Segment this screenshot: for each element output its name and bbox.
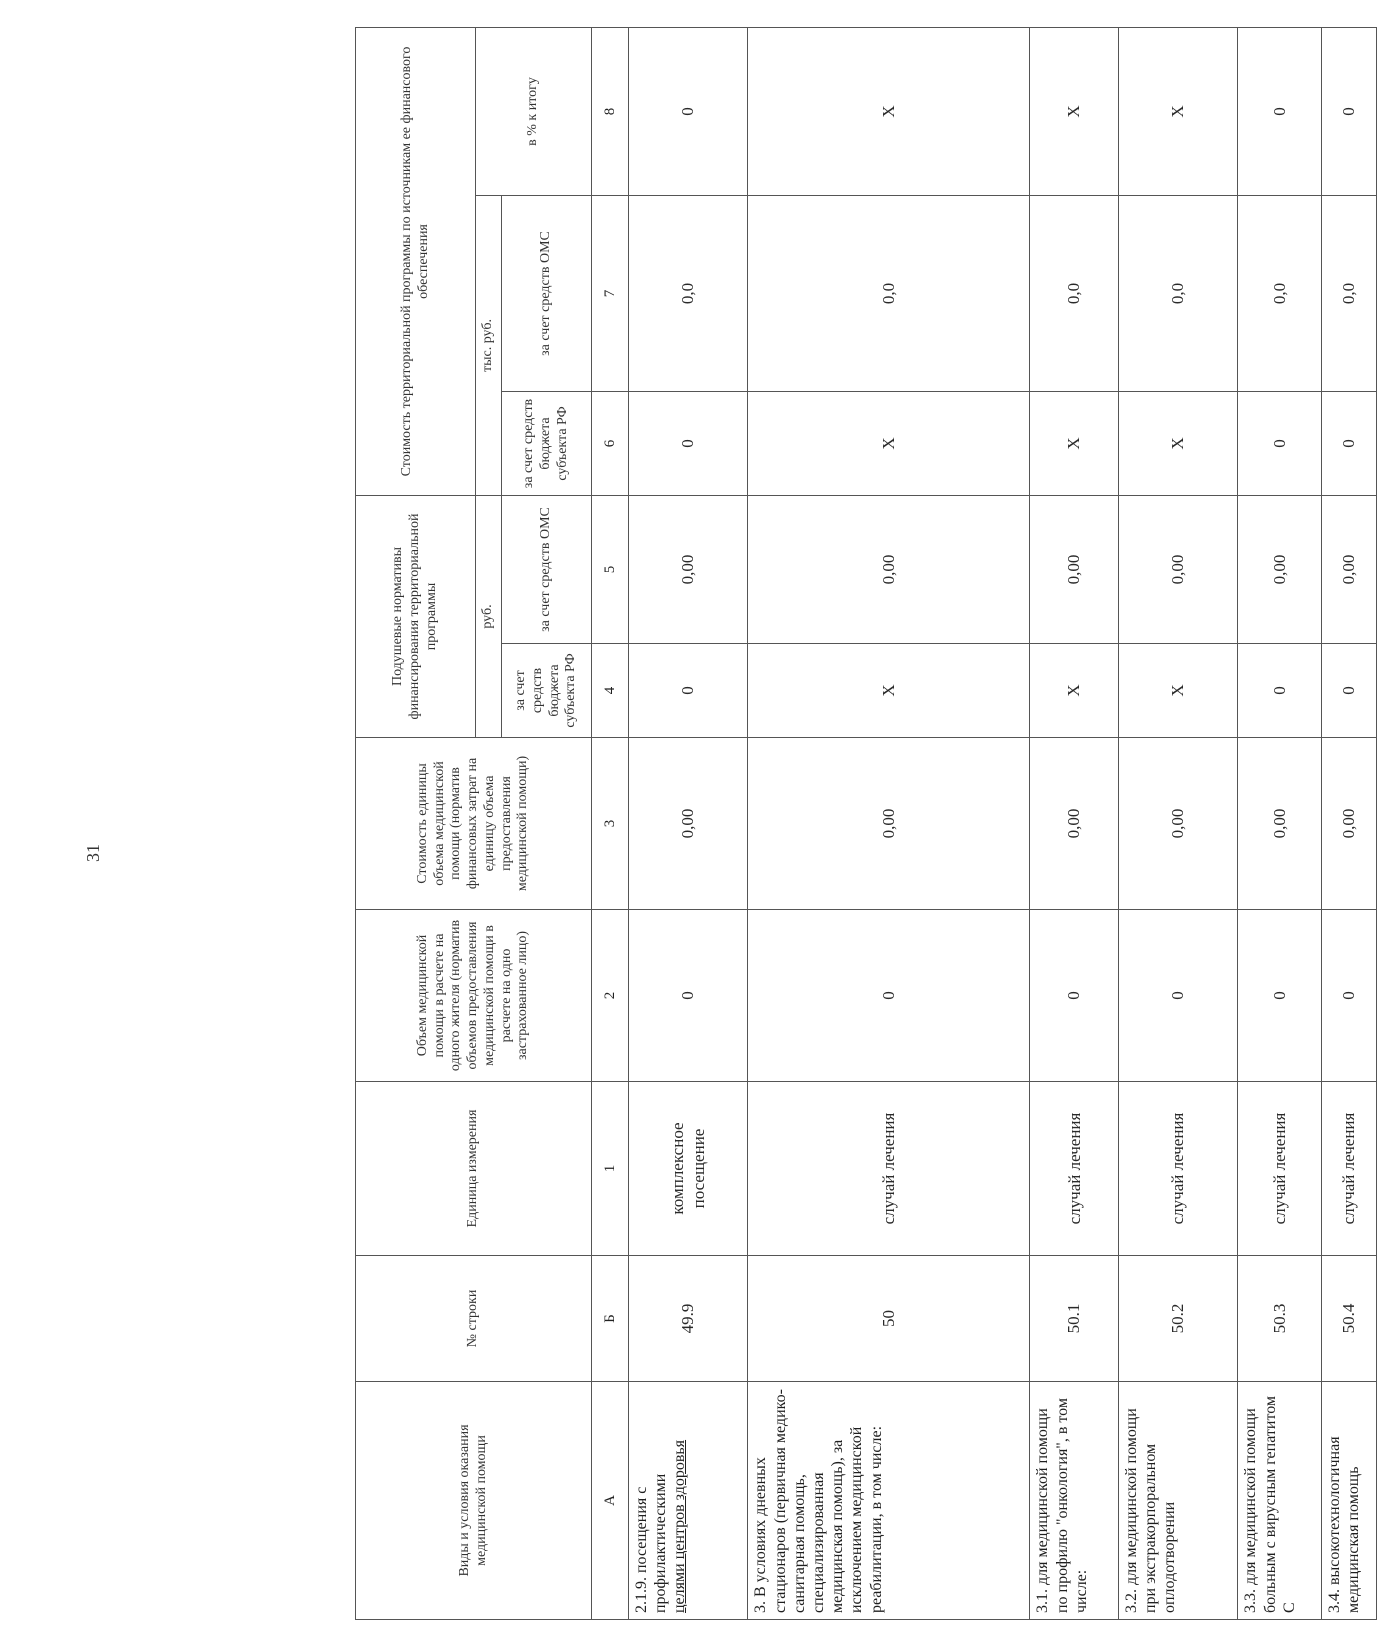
cost-budget-cell: X [748, 392, 1030, 496]
line-number-cell: 50.2 [1118, 1256, 1237, 1382]
column-number: 5 [592, 496, 629, 644]
norm-budget-cell: 0 [1238, 644, 1322, 738]
header-unit: Единица измерения [356, 1082, 592, 1256]
cost-budget-cell: 0 [1238, 392, 1322, 496]
unit-cell: случай лечения [1322, 1082, 1377, 1256]
page-number: 31 [83, 844, 103, 862]
cost-oms-cell: 0,0 [629, 196, 748, 392]
norm-budget-cell: X [1030, 644, 1118, 738]
care-type-cell: 3. В условиях дневных стационаров (первичная медико-санитарная помощь, специализированная медицинская помощь), за исключением медицинской реабилитации, в том числе: [748, 1382, 1030, 1620]
percent-cell: X [1118, 27, 1237, 195]
column-number: Б [592, 1256, 629, 1382]
norm-budget-cell: X [748, 644, 1030, 738]
volume-cell: 0 [748, 910, 1030, 1082]
rotated-table-wrapper [355, 28, 1377, 1620]
unit-cost-cell: 0,00 [1118, 738, 1237, 910]
column-number: 4 [592, 644, 629, 738]
cost-oms-cell: 0,0 [1118, 196, 1237, 392]
line-number-cell: 50.4 [1322, 1256, 1377, 1382]
percent-cell: X [748, 27, 1030, 195]
volume-cell: 0 [629, 910, 748, 1082]
percent-cell: X [1030, 27, 1118, 195]
line-number-cell: 50.3 [1238, 1256, 1322, 1382]
unit-cell: случай лечения [748, 1082, 1030, 1256]
header-norms-currency: руб. [476, 496, 502, 738]
financing-table [355, 27, 1377, 1620]
column-number: 1 [592, 1082, 629, 1256]
column-number: 6 [592, 392, 629, 496]
header-care-type: Виды и условия оказания медицинской помощи [356, 1382, 592, 1620]
line-number-cell: 50.1 [1030, 1256, 1118, 1382]
norm-budget-cell: 0 [1322, 644, 1377, 738]
percent-cell: 0 [1238, 27, 1322, 195]
norm-oms-cell: 0,00 [1118, 496, 1237, 644]
volume-cell: 0 [1118, 910, 1237, 1082]
table-row [748, 27, 1030, 1619]
cost-budget-cell: X [1030, 392, 1118, 496]
care-type-cell: 3.3. для медицинской помощи больным с вирусным гепатитом С [1238, 1382, 1322, 1620]
unit-cell: комплексное посещение [629, 1082, 748, 1256]
header-cost-oms: за счет средств ОМС [502, 196, 592, 392]
header-program-cost: Стоимость территориальной программы по источникам ее финансового обеспечения [356, 27, 476, 495]
volume-cell: 0 [1322, 910, 1377, 1082]
norm-oms-cell: 0,00 [1238, 496, 1322, 644]
norm-oms-cell: 0,00 [629, 496, 748, 644]
care-type-cell [629, 1382, 748, 1620]
header-cost-currency: тыс. руб. [476, 196, 502, 496]
table-row [1322, 27, 1377, 1619]
unit-cost-cell: 0,00 [1322, 738, 1377, 910]
table-row [1030, 27, 1118, 1619]
column-number: А [592, 1382, 629, 1620]
volume-cell: 0 [1238, 910, 1322, 1082]
volume-cell: 0 [1030, 910, 1118, 1082]
header-per-capita-norms: Подушевые нормативы финансирования территориальной программы [356, 496, 476, 738]
percent-cell: 0 [1322, 27, 1377, 195]
header-cost-budget: за счет средств бюджета субъекта РФ [502, 392, 592, 496]
header-norm-oms: за счет средств ОМС [502, 496, 592, 644]
unit-cell: случай лечения [1238, 1082, 1322, 1256]
unit-cost-cell: 0,00 [748, 738, 1030, 910]
norm-oms-cell: 0,00 [1322, 496, 1377, 644]
header-line-number: № строки [356, 1256, 592, 1382]
column-number: 8 [592, 27, 629, 195]
table-row [1238, 27, 1322, 1619]
column-number: 2 [592, 910, 629, 1082]
care-type-text: 2.1.9. посещения с профилактическими [633, 1473, 670, 1613]
unit-cost-cell: 0,00 [629, 738, 748, 910]
column-number: 3 [592, 738, 629, 910]
table-row [1118, 27, 1237, 1619]
header-percent-total: в % к итогу [476, 27, 592, 195]
line-number-cell: 50 [748, 1256, 1030, 1382]
header-norm-budget: за счет средств бюджета субъекта РФ [502, 644, 592, 738]
norm-budget-cell: 0 [629, 644, 748, 738]
column-number: 7 [592, 196, 629, 392]
unit-cost-cell: 0,00 [1238, 738, 1322, 910]
norm-oms-cell: 0,00 [748, 496, 1030, 644]
percent-cell: 0 [629, 27, 748, 195]
cost-budget-cell: X [1118, 392, 1237, 496]
unit-cost-cell: 0,00 [1030, 738, 1118, 910]
cost-oms-cell: 0,0 [748, 196, 1030, 392]
cost-budget-cell: 0 [629, 392, 748, 496]
norm-oms-cell: 0,00 [1030, 496, 1118, 644]
care-type-cell: 3.2. для медицинской помощи при экстракорпоральном оплодотворении [1118, 1382, 1237, 1620]
care-type-text-underlined: целями центров здоровья [671, 1439, 689, 1613]
care-type-cell: 3.1. для медицинской помощи по профилю "онкология", в том числе: [1030, 1382, 1118, 1620]
cost-oms-cell: 0,0 [1030, 196, 1118, 392]
header-unit-cost: Стоимость единицы объема медицинской помощи (норматив финансовых затрат на единицу объема предоставления медицинской помощи) [356, 738, 592, 910]
unit-cell: случай лечения [1030, 1082, 1118, 1256]
line-number-cell: 49.9 [629, 1256, 748, 1382]
table-row [629, 27, 748, 1619]
unit-cell: случай лечения [1118, 1082, 1237, 1256]
header-volume: Объем медицинской помощи в расчете на одного жителя (норматив объемов предоставления медицинской помощи в расчете на одно застрахованное лицо) [356, 910, 592, 1082]
norm-budget-cell: X [1118, 644, 1237, 738]
cost-oms-cell: 0,0 [1322, 196, 1377, 392]
cost-oms-cell: 0,0 [1238, 196, 1322, 392]
cost-budget-cell: 0 [1322, 392, 1377, 496]
care-type-cell: 3.4. высокотехнологичная медицинская помощь [1322, 1382, 1377, 1620]
